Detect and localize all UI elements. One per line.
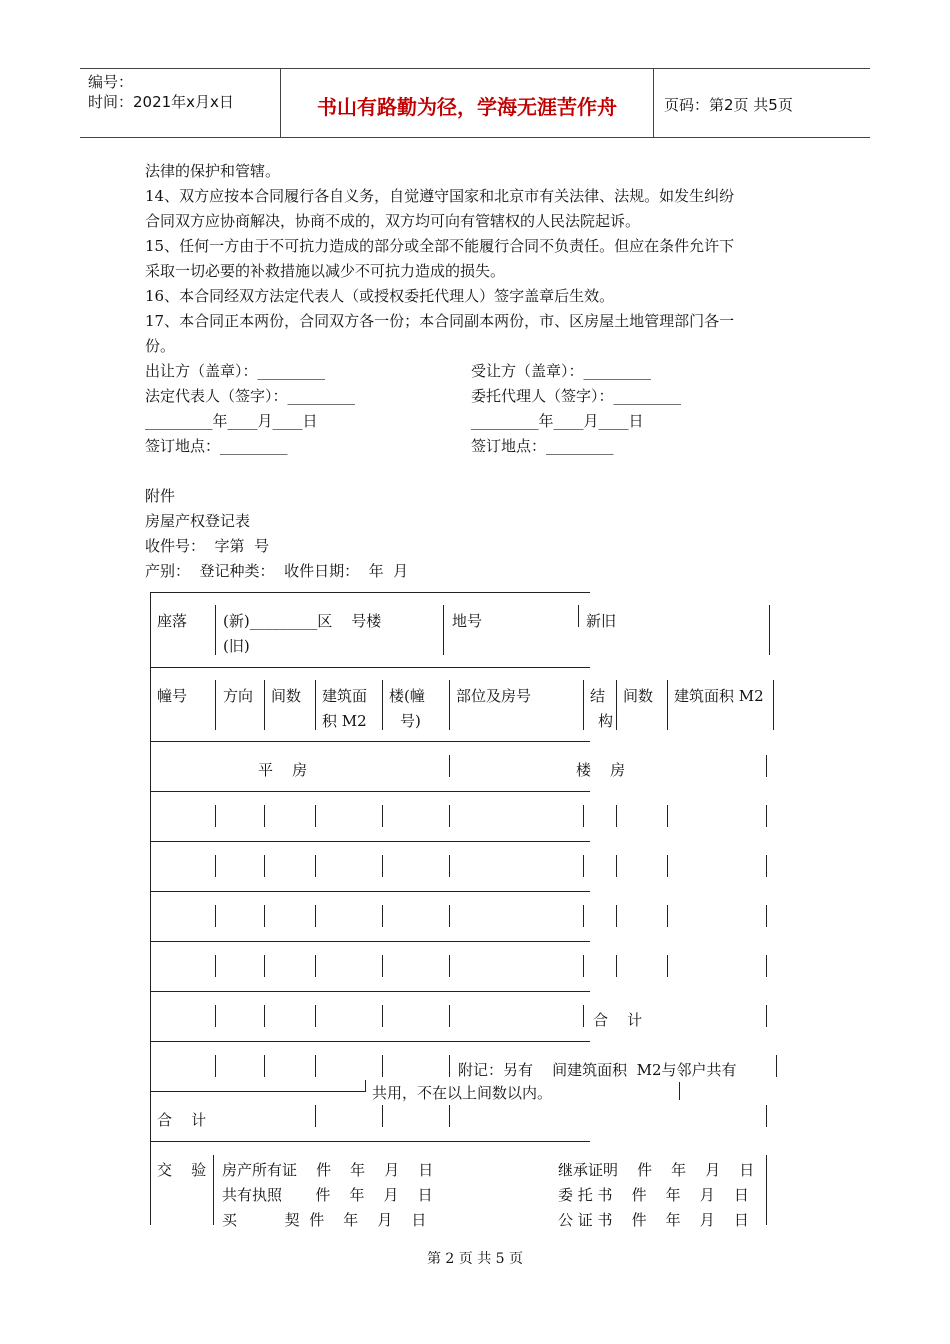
header-meta-cell (80, 69, 281, 137)
annex-label: 附件 (145, 487, 176, 505)
floor-area-header-2: 建筑面积 M2 (674, 687, 764, 705)
annex-form-title: 房屋产权登记表 (145, 512, 251, 530)
total-left-label: 合 计 (157, 1111, 207, 1129)
body-line: 16、本合同经双方法定代表人（或授权委托代理人）签字盖章后生效。 (145, 287, 615, 305)
buyer-date-line: _________年____月____日 (471, 412, 644, 430)
documents-checked-label: 交 验 (157, 1161, 207, 1179)
old-address-field: (旧) (223, 637, 250, 655)
structure-header: 结 (590, 687, 606, 705)
new-district-field: (新)_________区 号楼 (223, 612, 382, 630)
document-row-right: 委 托 书 件 年 月 日 (558, 1186, 749, 1204)
condition-label: 新旧 (586, 612, 617, 630)
total-right-label: 合 计 (593, 1011, 643, 1029)
document-row-left: 买 契 件 年 月 日 (222, 1211, 427, 1229)
body-line: 17、本合同正本两份，合同双方各一份；本合同副本两份，市、区房屋土地管理部门各一 (145, 312, 735, 330)
property-type-line: 产别： 登记种类： 收件日期： 年 月 (145, 562, 409, 580)
building-number-header: 幢号 (157, 687, 188, 705)
receipt-number-line: 收件号： 字第 号 (145, 537, 270, 555)
building-no-header-end: 号) (400, 712, 421, 730)
note-line-1: 附记：另有 间建筑面积 M2与邻户共有 (458, 1061, 737, 1079)
room-count-header: 间数 (271, 687, 302, 705)
location-label: 座落 (157, 612, 188, 630)
header-motto-cell (281, 69, 654, 137)
body-line: 合同双方应协商解决，协商不成的，双方均可向有管辖权的人民法院起诉。 (145, 212, 641, 230)
seller-seal-line: 出让方（盖章）：_________ (145, 362, 326, 380)
structure-header-end: 构 (598, 712, 614, 730)
unit-location-header: 部位及房号 (456, 687, 532, 705)
buyer-seal-line: 受让方（盖章）：_________ (471, 362, 652, 380)
body-line: 15、任何一方由于不可抗力造成的部分或全部不能履行合同不负责任。但应在条件允许下 (145, 237, 735, 255)
note-line-2: 共用，不在以上间数以内。 (372, 1084, 553, 1102)
floor-area-header: 建筑面 (322, 687, 368, 705)
bungalow-section-label: 平 房 (258, 761, 308, 779)
page-header (80, 68, 870, 138)
buyer-agent-line: 委托代理人（签字）：_________ (471, 387, 682, 405)
body-line: 份。 (145, 337, 176, 355)
room-count-header-2: 间数 (623, 687, 654, 705)
header-page-cell (654, 69, 870, 137)
header-motto: 书山有路勤为径，学海无涯苦作舟 (317, 95, 617, 119)
buyer-place-line: 签订地点：_________ (471, 437, 614, 455)
lot-number-label: 地号 (452, 612, 483, 630)
document-row-left: 共有执照 件 年 月 日 (222, 1186, 433, 1204)
seller-date-line: _________年____月____日 (145, 412, 318, 430)
page-footer: 第 2 页 共 5 页 (426, 1251, 524, 1267)
floor-area-header-unit: 积 M2 (322, 712, 367, 730)
building-section-label: 楼 房 (576, 761, 626, 779)
building-no-header: 楼(幢 (389, 687, 425, 705)
document-row-left: 房产所有证 件 年 月 日 (222, 1161, 434, 1179)
orientation-header: 方向 (223, 687, 254, 705)
document-row-right: 继承证明 件 年 月 日 (558, 1161, 755, 1179)
header-page-number: 页码：第2页 共5页 (664, 96, 793, 114)
body-line: 14、双方应按本合同履行各自义务，自觉遵守国家和北京市有关法律、法规。如发生纠纷 (145, 187, 735, 205)
body-line: 法律的保护和管辖。 (145, 162, 281, 180)
body-line: 采取一切必要的补救措施以减少不可抗力造成的损失。 (145, 262, 506, 280)
seller-place-line: 签订地点：_________ (145, 437, 288, 455)
document-row-right: 公 证 书 件 年 月 日 (558, 1211, 749, 1229)
header-time: 时间：2021年x月x日 (88, 93, 234, 111)
seller-representative-line: 法定代表人（签字）：_________ (145, 387, 356, 405)
header-number: 编号： (88, 73, 134, 91)
